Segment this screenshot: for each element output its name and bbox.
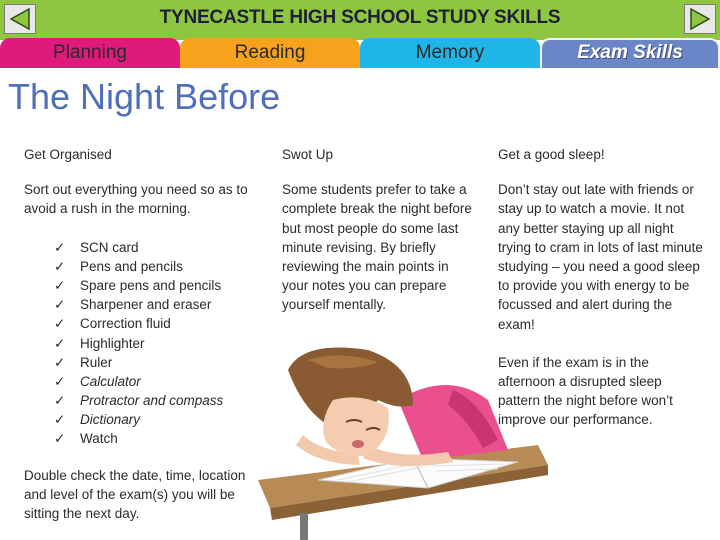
- checklist-item: [24, 429, 256, 448]
- column-swot-up: [282, 145, 474, 315]
- checklist-item-label: Sharpener and eraser: [80, 297, 212, 313]
- column-get-organised: [24, 145, 256, 523]
- checkmark-icon: ✓: [54, 412, 66, 428]
- checklist-item-label: Ruler: [80, 354, 113, 370]
- column-intro: Sort out everything you need so as to avoid a rush in the morning.: [24, 182, 248, 217]
- checklist-item-label: Highlighter: [80, 335, 145, 351]
- tab-reading[interactable]: Reading: [180, 38, 360, 68]
- column-body: Some students prefer to take a complete break the night before but most people do some last minute revising. By briefly reviewing the main points in your notes you can prepare yourself mentally.: [282, 182, 472, 313]
- checklist-item-label: Spare pens and pencils: [80, 277, 222, 293]
- checkmark-icon: ✓: [54, 239, 66, 255]
- checkmark-icon: ✓: [54, 316, 66, 332]
- checklist-item: [24, 257, 256, 276]
- checkmark-icon: ✓: [54, 393, 66, 409]
- checklist-item: [24, 276, 256, 295]
- page-title: The Night Before: [8, 76, 281, 117]
- checklist-item-label: Correction fluid: [80, 316, 171, 332]
- checklist-item-label: Watch: [80, 431, 118, 447]
- checkmark-icon: ✓: [54, 258, 66, 274]
- checklist-item-label: Pens and pencils: [80, 258, 183, 274]
- checklist-item: [24, 391, 256, 410]
- checklist-item: [24, 372, 256, 391]
- checkmark-icon: ✓: [54, 335, 66, 351]
- checklist-item-label: Dictionary: [80, 412, 141, 428]
- checkmark-icon: ✓: [54, 431, 66, 447]
- checklist: [24, 238, 256, 449]
- tab-planning[interactable]: Planning: [0, 38, 180, 68]
- next-slide-button[interactable]: [684, 4, 716, 34]
- tab-memory[interactable]: Memory: [360, 38, 540, 68]
- checklist-item-label: Protractor and compass: [80, 393, 224, 409]
- column-heading: Get Organised: [24, 147, 112, 162]
- checklist-item-label: Calculator: [80, 373, 141, 389]
- checklist-item-label: SCN card: [80, 239, 139, 255]
- tab-exam-skills[interactable]: Exam Skills: [540, 38, 720, 68]
- column-footer: Double check the date, time, location and level of the exam(s) you will be sitting the next day.: [24, 467, 246, 522]
- checklist-item: [24, 238, 256, 257]
- checklist-item: [24, 334, 256, 353]
- checkmark-icon: ✓: [54, 354, 66, 370]
- checklist-item: [24, 295, 256, 314]
- checklist-item: [24, 314, 256, 333]
- column-body-2: Even if the exam is in the afternoon a disrupted sleep pattern the night before won’t improve our performance.: [498, 354, 673, 428]
- top-banner: [0, 0, 720, 40]
- checklist-item: [24, 353, 256, 372]
- checkmark-icon: ✓: [54, 277, 66, 293]
- column-body-1: Don’t stay out late with friends or stay up to watch a movie. It not any better staying up all night trying to cram in lots of last minute studying – you need a good sleep to provide you with energy to be focussed and alert during the exam!: [498, 182, 703, 332]
- checkmark-icon: ✓: [54, 297, 66, 313]
- student-asleep-on-book-illustration: [248, 330, 548, 540]
- triangle-right-icon: [685, 5, 715, 33]
- checkmark-icon: ✓: [54, 373, 66, 389]
- checklist-item: [24, 410, 256, 429]
- banner-title: TYNECASTLE HIGH SCHOOL STUDY SKILLS: [159, 7, 561, 28]
- column-heading: Swot Up: [282, 147, 334, 162]
- column-heading: Get a good sleep!: [498, 147, 605, 162]
